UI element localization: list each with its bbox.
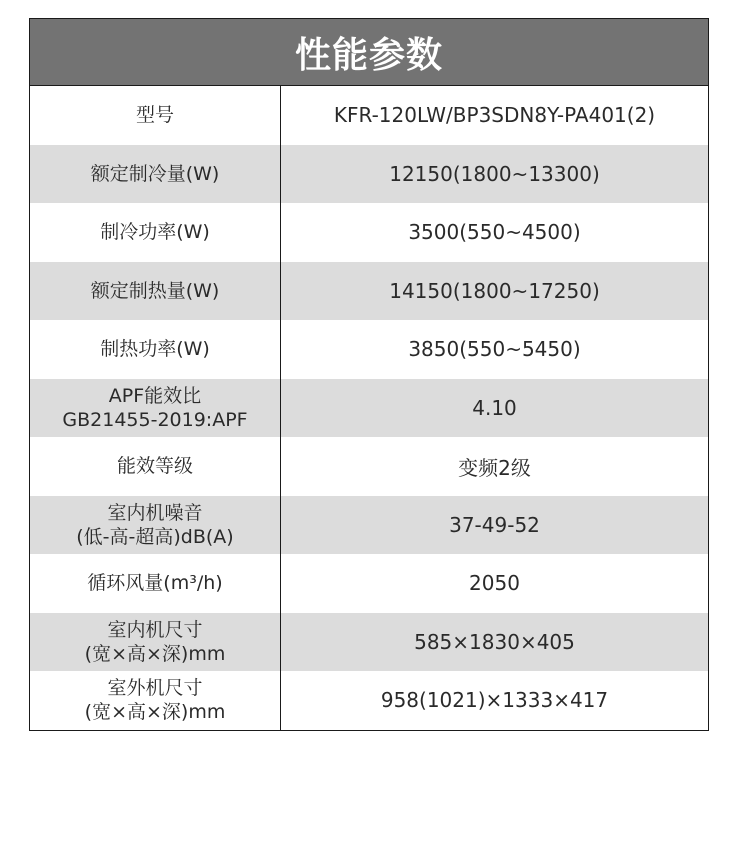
spec-value: 变频2级 (458, 455, 531, 480)
spec-row-rated-cooling (30, 145, 708, 204)
spec-label (30, 496, 281, 555)
spec-label-line: APF能效比 (108, 384, 202, 407)
spec-label-line: (宽×高×深)mm (84, 642, 226, 665)
spec-label-line: 制热功率(W) (100, 338, 210, 361)
spec-value: 2050 (469, 571, 520, 596)
spec-label-line: 额定制冷量(W) (90, 162, 220, 185)
spec-value: KFR-120LW/BP3SDN8Y-PA401(2) (333, 103, 656, 128)
spec-label-line: (低-高-超高)dB(A) (76, 525, 234, 548)
spec-label-line: 额定制热量(W) (90, 279, 220, 302)
spec-row-airflow (30, 554, 708, 613)
spec-row-cooling-power (30, 203, 708, 262)
spec-label (30, 671, 281, 730)
spec-value: 37-49-52 (449, 512, 540, 537)
spec-row-efficiency-grade (30, 437, 708, 496)
table-title: 性能参数 (30, 19, 708, 86)
spec-value: 3500(550~4500) (408, 220, 581, 245)
spec-label (30, 613, 281, 672)
spec-label (30, 437, 281, 496)
spec-row-indoor-noise (30, 496, 708, 555)
spec-table (29, 18, 709, 731)
spec-row-model (30, 86, 708, 145)
spec-label (30, 145, 281, 204)
spec-value: 958(1021)×1333×417 (380, 688, 609, 713)
spec-label (30, 86, 281, 145)
spec-label (30, 262, 281, 321)
spec-label-line: 室内机尺寸 (107, 618, 203, 641)
spec-value: 585×1830×405 (414, 629, 575, 654)
spec-row-indoor-size (30, 613, 708, 672)
spec-row-rated-heating (30, 262, 708, 321)
spec-label-line: 能效等级 (116, 455, 193, 478)
spec-label-line: GB21455-2019:APF (62, 408, 248, 431)
spec-label (30, 203, 281, 262)
spec-label-line: (宽×高×深)mm (84, 701, 226, 724)
spec-label (30, 379, 281, 438)
spec-value: 4.10 (472, 395, 517, 420)
spec-value: 3850(550~5450) (408, 337, 581, 362)
spec-row-heating-power (30, 320, 708, 379)
spec-value: 12150(1800~13300) (389, 161, 600, 186)
spec-row-outdoor-size (30, 671, 708, 730)
spec-label (30, 320, 281, 379)
spec-label-line: 制冷功率(W) (100, 221, 210, 244)
spec-label-line: 循环风量(m³/h) (87, 572, 223, 595)
spec-label-line: 型号 (135, 104, 174, 127)
spec-label (30, 554, 281, 613)
spec-row-apf (30, 379, 708, 438)
spec-label-line: 室外机尺寸 (107, 677, 203, 700)
spec-label-line: 室内机噪音 (107, 501, 203, 524)
spec-value: 14150(1800~17250) (389, 278, 600, 303)
